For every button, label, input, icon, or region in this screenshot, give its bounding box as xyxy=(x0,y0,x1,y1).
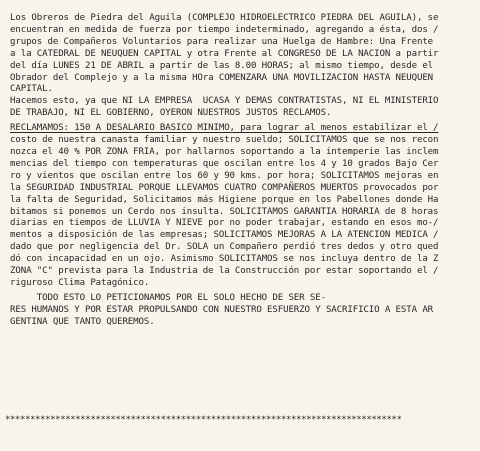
text-line: la falta de Seguridad, Solicitamos más Higiene porque en los Pabellones donde Ha xyxy=(10,194,439,205)
text-line: GENTINA QUE TANTO QUEREMOS. xyxy=(10,316,155,327)
text-line: dó con incapacidad en un ojo. Asimismo SOLICITAMOS se nos incluya dentro de la Z xyxy=(10,254,439,265)
text-line: Hacemos esto, ya que NI LA EMPRESA UCASA Y DEMAS CONTRATISTAS, NI EL MINISTERIO xyxy=(10,96,439,107)
asterisk-divider: ******************************************************************************* xyxy=(5,415,402,425)
text-line: DE TRABAJO, NI EL GOBIERNO, OYERON NUESTROS JUSTOS RECLAMOS. xyxy=(10,108,332,119)
text-line: ZONA "C" prevista para la Industria de la Construcción por estar soportando el / xyxy=(10,266,439,277)
paragraph-strike-announcement xyxy=(10,13,472,96)
text-line: mentos a disposición de las empresas; SOLICITAMOS MEJORAS A LA ATENCION MEDICA / xyxy=(10,230,439,241)
text-line: ro y vientos que oscilan entre los 60 y 90 kms. por hora; SOLICITAMOS mejoras en xyxy=(10,170,439,181)
text-line: diarias en tiempos de LLUVIA Y NIEVE por no poder trabajar, estando en esos mo-/ xyxy=(10,218,439,229)
paragraph-closing xyxy=(10,293,472,329)
text-line: Los Obreros de Piedra del Aguila (COMPLEJO HIDROELECTRICO PIEDRA DEL AGUILA), se xyxy=(10,13,439,23)
text-line: la SEGURIDAD INDUSTRIAL PORQUE LLEVAMOS CUATRO COMPAÑEROS MUERTOS provocados por xyxy=(10,182,439,193)
text-line: nozca el 40 % POR ZONA FRIA, por hallarnos soportando a la intemperie las inclem xyxy=(10,146,439,157)
text-line: RES HUMANOS Y POR ESTAR PROPULSANDO CON NUESTRO ESFUERZO Y SACRIFICIO A ESTA AR xyxy=(10,304,434,315)
text-line: dado que por negligencia del Dr. SOLA un Compañero perdió tres dedos y otro qued xyxy=(10,242,439,253)
text-line: grupos de Compañeros Voluntarios para realizar una Huelga de Hambre: Una Frente xyxy=(10,36,434,47)
text-line: del día LUNES 21 DE ABRIL a partir de las 8.00 HORAS; al mismo tiempo, desde el xyxy=(10,60,434,71)
text-line: a la CATEDRAL DE NEUQUEN CAPITAL y otra Frente al CONGRESO DE LA NACION a partir xyxy=(10,48,439,59)
text-line: mencias del tiempo con temperaturas que oscilan entre los 4 y 10 grados Bajo Cer xyxy=(10,158,439,169)
text-line: CAPITAL. xyxy=(10,84,53,95)
text-line: encuentran en medida de fuerza por tiempo indeterminado, agregando a ésta, dos / xyxy=(10,24,439,35)
text-line-demands-heading: RECLAMAMOS: 150 A DESALARIO BASICO MINIMO, para lograr al menos estabilizar el / xyxy=(10,123,439,134)
text-line: Obrador del Complejo y a la misma HOra COMENZARA UNA MOVILIZACION HASTA NEUQUEN xyxy=(10,72,434,83)
paragraph-reason xyxy=(10,96,472,120)
text-line: riguroso Clima Patagónico. xyxy=(10,277,150,288)
paragraph-demands xyxy=(10,123,472,290)
text-line: TODO ESTO LO PETICIONAMOS POR EL SOLO HECHO DE SER SE- xyxy=(10,292,326,303)
text-line: bitamos si ponemos un Cerdo nos insulta. SOLICITAMOS GARANTIA HORARIA de 8 horas xyxy=(10,206,439,217)
text-line: costo de nuestra canasta familiar y nuestro sueldo; SOLICITAMOS que se nos recon xyxy=(10,135,439,146)
